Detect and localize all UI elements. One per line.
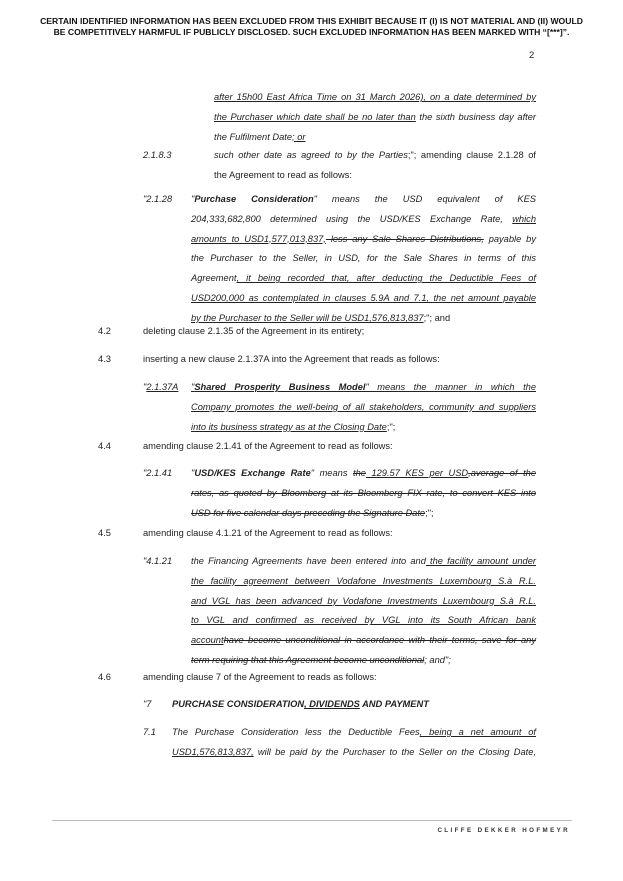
- text: ; and";: [424, 654, 451, 665]
- paragraph-number-4-6: 4.6: [98, 672, 111, 682]
- text: Agreement: [191, 273, 237, 284]
- defined-term: Purchase Consideration: [194, 194, 314, 204]
- clause-2-1-37a: [191, 378, 536, 437]
- clause-number-2-1-28: "2.1.28: [143, 194, 173, 204]
- text: ;";: [386, 421, 396, 432]
- continuation-paragraph: [214, 88, 536, 147]
- text: ;"; and: [423, 312, 451, 323]
- text: the Purchaser which date shall be no later than: [214, 111, 416, 122]
- text: AND PAYMENT: [359, 699, 429, 709]
- clause-number-7-1: 7.1: [143, 727, 156, 737]
- text: Company promotes the well-being of all stakeholders, community and suppliers: [191, 401, 536, 412]
- text: account: [191, 635, 224, 646]
- text: the Fulfilment Date: [214, 131, 293, 142]
- clause-2-1-41: [191, 464, 536, 523]
- clause-2-1-8-3: [214, 146, 536, 186]
- text: , being a net amount of: [419, 727, 536, 737]
- clause-2-1-28: [191, 190, 536, 329]
- paragraph-number-4-5: 4.5: [98, 528, 111, 538]
- text: ": [191, 382, 195, 392]
- text: such other date as agreed to by the Parties: [214, 150, 408, 160]
- text: ;";: [425, 507, 434, 518]
- text: PURCHASE CONSIDERATION: [172, 699, 305, 709]
- clause-number-2-1-8-3: 2.1.8.3: [143, 150, 172, 160]
- clause-number-7: "7: [143, 699, 152, 709]
- text: USD for five calendar days preceding the Signature Date: [191, 507, 426, 518]
- text: ": [191, 468, 195, 478]
- text: ;"; amending clause 2.1.28 of: [407, 150, 536, 160]
- text: less any Sale Shares Distributions,: [325, 233, 484, 244]
- text: USD1,576,813,837,: [172, 746, 254, 757]
- text: the Financing Agreements have been entered into and: [191, 556, 426, 566]
- defined-term: Shared Prosperity Business Model: [194, 382, 366, 392]
- text: the Agreement to read as follows:: [214, 169, 352, 180]
- text: amounts to USD1,577,013,837,: [191, 233, 326, 244]
- text: The Purchase Consideration less the Deductible Fees: [172, 727, 420, 737]
- text: after 15h00 East Africa Time on 31 March 2026), on a date determined by: [214, 92, 536, 102]
- text: 204,333,682,800 determined using the USD/KES Exchange Rate,: [191, 213, 513, 224]
- text: 129.57 KES per USD: [365, 468, 469, 478]
- paragraph-4-5: amending clause 4.1.21 of the Agreement to read as follows:: [143, 528, 393, 538]
- paragraph-4-3: inserting a new clause 2.1.37A into the Agreement that reads as follows:: [143, 354, 440, 364]
- text: 2.1.37A: [146, 382, 179, 392]
- text: rates, as quoted by Bloomberg at its Bloomberg FIX rate, to convert KES into: [191, 487, 536, 498]
- text: into its business strategy as at the Closing Date: [191, 421, 387, 432]
- clause-number-2-1-37a: [143, 378, 178, 398]
- firm-logo: CLIFFE DEKKER HOFMEYR: [437, 827, 570, 834]
- text: ": [143, 382, 147, 392]
- header-line-2: BE COMPETITIVELY HARMFUL IF PUBLICLY DISCLOSED. SUCH EXCLUDED INFORMATION HAS BEEN MARKED WITH “[***]”.: [53, 27, 570, 37]
- redaction-notice-header: [20, 16, 603, 38]
- text: " means the USD equivalent of KES: [313, 194, 536, 204]
- paragraph-number-4-2: 4.2: [98, 326, 111, 336]
- text: , it being recorded that, after deducting the Deductible Fees of: [236, 273, 536, 284]
- text: the sixth business day after: [415, 111, 536, 122]
- paragraph-4-2: deleting clause 2.1.35 of the Agreement in its entirety;: [143, 326, 365, 336]
- text: the: [353, 468, 366, 478]
- text: the facility agreement between Vodafone Investments Luxembourg S.à R.L.: [191, 575, 536, 586]
- text: ; or: [292, 131, 306, 142]
- text: by the Purchaser to the Seller will be USD1,576,813,837: [191, 312, 424, 323]
- paragraph-4-6: amending clause 7 of the Agreement to reads as follows:: [143, 672, 377, 682]
- clause-number-4-1-21: "4.1.21: [143, 556, 173, 566]
- text: have become unconditional in accordance with their terms, save for any: [223, 635, 536, 646]
- text: term requiring that this Agreement become unconditional: [191, 654, 425, 665]
- paragraph-4-4: amending clause 2.1.41 of the Agreement to read as follows:: [143, 441, 393, 451]
- clause-7-heading: [172, 695, 536, 715]
- text: , DIVIDENDS: [304, 699, 360, 709]
- clause-7-1: [172, 723, 536, 763]
- text: which: [512, 213, 536, 224]
- paragraph-number-4-3: 4.3: [98, 354, 111, 364]
- text: ,average of the: [468, 468, 536, 478]
- text: the Purchaser to the Seller, in USD, for the Sale Shares in terms of this: [191, 253, 536, 264]
- header-line-1: CERTAIN IDENTIFIED INFORMATION HAS BEEN EXCLUDED FROM THIS EXHIBIT BECAUSE IT (I) IS NOT MATERIAL AND (II) WOULD: [40, 16, 583, 26]
- text: " means: [310, 468, 353, 478]
- footer-divider: [52, 820, 572, 821]
- page-number: 2: [529, 50, 535, 61]
- defined-term: USD/KES Exchange Rate: [194, 468, 311, 478]
- text: and VGL has been advanced by Vodafone Investments Luxembourg S.à R.L.: [191, 595, 536, 606]
- clause-4-1-21: [191, 552, 536, 671]
- text: USD200,000 as contemplated in clauses 5.9A and 7.1, the net amount payable: [191, 292, 536, 303]
- text: will be paid by the Purchaser to the Seller on the Closing Date,: [253, 746, 536, 757]
- text: ": [191, 194, 195, 204]
- paragraph-number-4-4: 4.4: [98, 441, 111, 451]
- text: payable by: [483, 233, 536, 244]
- text: the facility amount under: [425, 556, 536, 566]
- text: " means the manner in which the: [365, 382, 536, 392]
- text: to VGL and confirmed as received by VGL into its South African bank: [191, 615, 536, 626]
- clause-number-2-1-41: "2.1.41: [143, 468, 173, 478]
